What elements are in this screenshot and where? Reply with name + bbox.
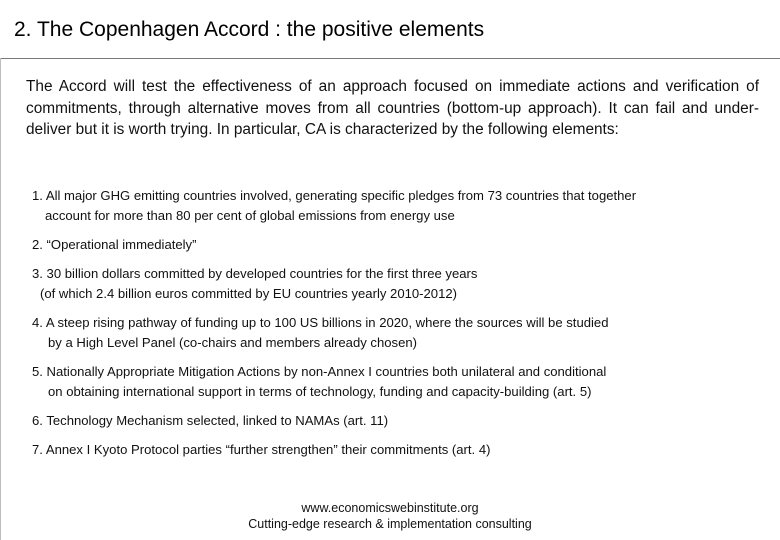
list-item (32, 362, 756, 402)
list-item (32, 235, 756, 255)
footer-website-link[interactable]: www.economicswebinstitute.org (301, 501, 479, 515)
list-item-line2: (of which 2.4 billion euros committed by EU countries yearly 2010-2012) (40, 286, 458, 301)
list-item-line1: 4. A steep rising pathway of funding up to 100 US billions in 2020, where the sources will be studied (32, 315, 609, 330)
footer (0, 500, 780, 532)
list-item (32, 411, 756, 431)
list-item-line2: account for more than 80 per cent of global emissions from energy use (45, 208, 455, 223)
list-item-line2: on obtaining international support in terms of technology, funding and capacity-building (art. 5) (48, 384, 592, 399)
list-item-line1: 3. 30 billion dollars committed by developed countries for the first three years (32, 266, 478, 281)
list-item (32, 440, 756, 460)
intro-paragraph: The Accord will test the effectiveness of an approach focused on immediate actions and verification of commitments, through alternative moves from all countries (bottom-up approach). It can fail and under-deliver but it is worth trying. In particular, CA is characterized by the following elements: (26, 78, 759, 138)
list-item (32, 264, 756, 304)
slide-title: 2. The Copenhagen Accord : the positive elements (14, 18, 485, 41)
elements-list (32, 186, 756, 460)
list-item (32, 313, 756, 353)
list-item-line2: by a High Level Panel (co-chairs and members already chosen) (48, 335, 417, 350)
title-divider (0, 58, 780, 59)
list-item-line1: 1. All major GHG emitting countries involved, generating specific pledges from 73 countries that together (32, 188, 637, 203)
list-item-line1: 5. Nationally Appropriate Mitigation Actions by non-Annex I countries both unilateral and conditional (32, 364, 607, 379)
footer-tagline: Cutting-edge research & implementation consulting (248, 517, 532, 531)
list-item-line1: 2. “Operational immediately” (32, 237, 197, 252)
list-item-line1: 7. Annex I Kyoto Protocol parties “further strengthen” their commitments (art. 4) (32, 442, 491, 457)
list-item (32, 186, 756, 226)
left-border (0, 58, 1, 540)
list-item-line1: 6. Technology Mechanism selected, linked to NAMAs (art. 11) (32, 413, 389, 428)
